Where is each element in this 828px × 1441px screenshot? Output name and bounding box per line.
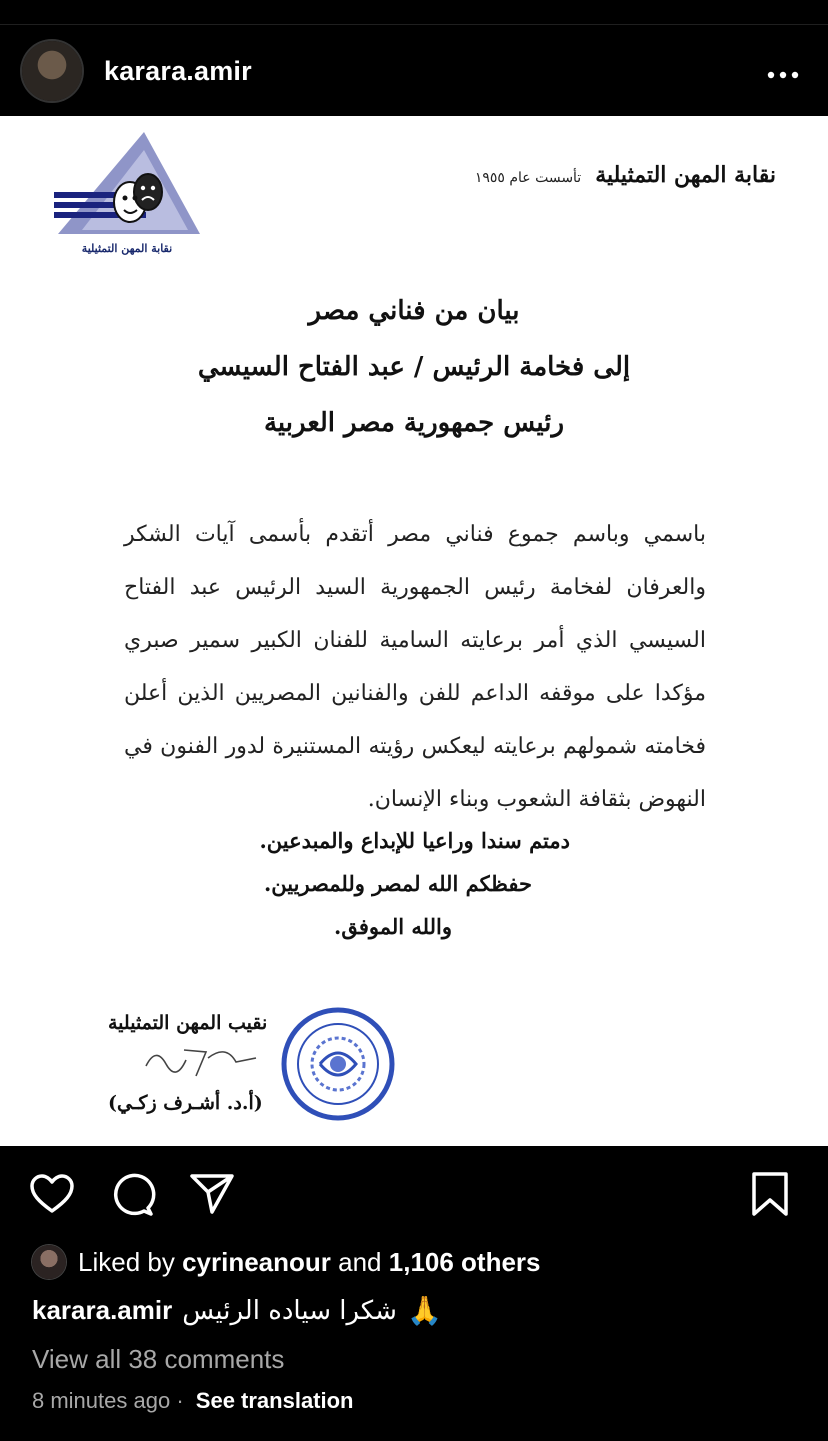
liked-prefix: Liked by	[78, 1246, 175, 1277]
logo-caption: نقابة المهن التمثيلية	[81, 242, 173, 255]
statement-title	[0, 296, 828, 464]
signatory-title: نقيب المهن التمثيلية	[108, 1012, 268, 1034]
liked-user[interactable]: cyrineanour	[182, 1246, 331, 1277]
liked-by-line[interactable]	[32, 1244, 541, 1280]
view-comments-link[interactable]: View all 38 comments	[32, 1344, 285, 1374]
closing-line: دمتم سندا وراعيا للإبداع والمبدعين.	[259, 828, 570, 853]
bookmark-icon[interactable]	[746, 1170, 794, 1218]
closing-line: حفظكم الله لمصر وللمصريين.	[263, 871, 532, 896]
document-letterhead	[475, 162, 776, 188]
heart-icon[interactable]	[28, 1170, 76, 1218]
caption-username[interactable]: karara.amir	[32, 1295, 173, 1325]
meta-separator: ·	[176, 1388, 184, 1413]
title-line: بيان من فناني مصر	[308, 296, 520, 326]
official-stamp	[280, 1006, 396, 1122]
post-image[interactable]	[0, 116, 828, 1146]
post-meta	[32, 1388, 354, 1414]
post-actions	[0, 1146, 828, 1242]
established-date: تأسست عام ١٩٥٥	[474, 170, 582, 186]
statement-closing	[0, 828, 828, 957]
liker-avatar[interactable]	[32, 1245, 66, 1279]
liked-and: and	[338, 1246, 382, 1277]
statement-body: باسمي وباسم جموع فناني مصر أتقدم بأسمى آيات الشكر والعرفان لفخامة رئيس الجمهورية السيد الرئيس عبد الفتاح السيسي الذي أمر برعايته السامية للفنان الكبير سمير صبري مؤكدا على موقفه الداعم للفن والفنانين المصريين الذين أعلن فخامته شمولهم برعايته ليعكس رؤيته المستنيرة لدور الفنون في النهوض بثقافة الشعوب وبناء الإنسان.	[124, 522, 706, 812]
post-header	[0, 26, 828, 116]
handwritten-signature	[136, 1036, 266, 1086]
signatory-name: (أ.د. أشـرف زكـي)	[108, 1092, 263, 1114]
comment-icon[interactable]	[108, 1170, 156, 1218]
see-translation-link[interactable]: See translation	[195, 1388, 354, 1413]
post-timestamp: 8 minutes ago	[32, 1388, 171, 1413]
top-strip	[0, 0, 828, 25]
syndicate-logo	[52, 130, 202, 255]
user-avatar[interactable]	[22, 41, 82, 101]
liked-others[interactable]: 1,106 others	[388, 1246, 541, 1277]
caption-text: شكرا سياده الرئيس	[182, 1295, 397, 1326]
closing-line: والله الموفق.	[334, 914, 452, 939]
title-line: إلى فخامة الرئيس / عبد الفتاح السيسي	[197, 352, 631, 382]
send-icon[interactable]	[188, 1170, 236, 1218]
syndicate-name: نقابة المهن التمثيلية	[595, 162, 776, 188]
more-icon[interactable]	[766, 56, 800, 86]
folded-hands-emoji: 🙏	[406, 1295, 442, 1326]
title-line: رئيس جمهورية مصر العربية	[263, 408, 565, 438]
post-caption	[32, 1294, 442, 1327]
post-username[interactable]: karara.amir	[104, 55, 252, 86]
